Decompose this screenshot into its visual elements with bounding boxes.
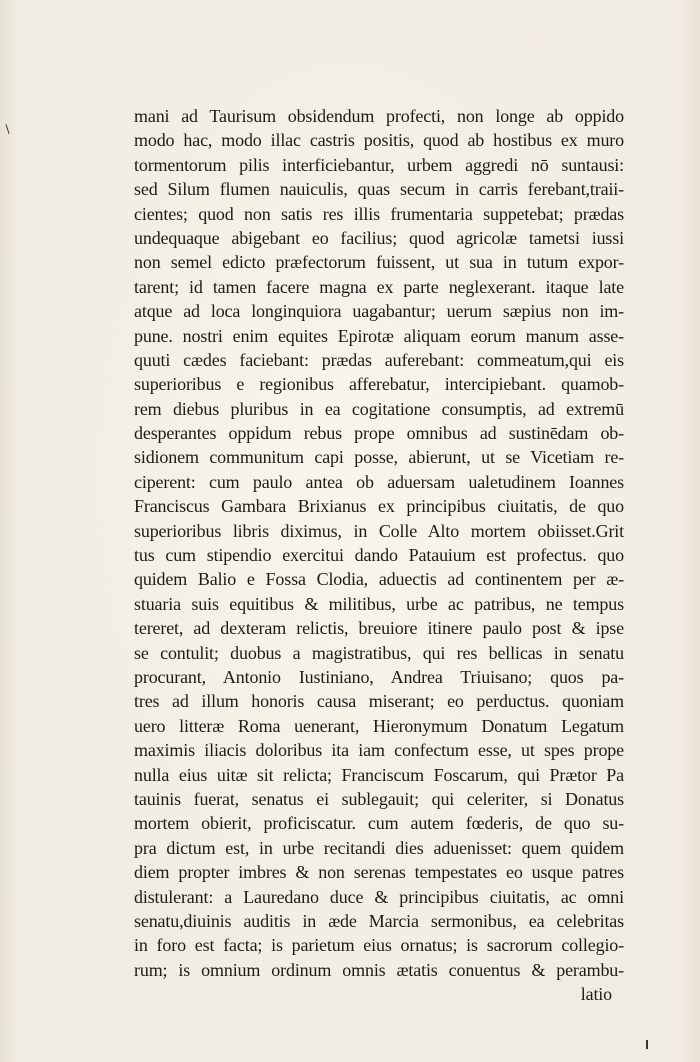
text-line: rem diebus pluribus in ea cogitatione consumptis, ad extremū bbox=[134, 398, 624, 419]
text-line: cientes; quod non satis res illis frumentaria suppetebat; prædas bbox=[134, 203, 624, 224]
text-line: Franciscus Gambara Brixianus ex principibus ciuitatis, de quo bbox=[134, 496, 624, 517]
text-line: tereret, ad dexteram relictis, breuiore itinere paulo post & ipse bbox=[134, 618, 624, 639]
text-line: diem propter imbres & non serenas tempestates eo usque patres bbox=[134, 862, 624, 883]
text-line: tauinis fuerat, senatus ei sublegauit; qui celeriter, si Donatus bbox=[134, 788, 624, 809]
text-line: senatu,diuinis auditis in æde Marcia sermonibus, ea celebritas bbox=[134, 910, 624, 931]
text-line: ciperent: cum paulo antea ob aduersam ualetudinem Ioannes bbox=[134, 471, 624, 492]
text-line: maximis iliacis doloribus ita iam confectum esse, ut spes prope bbox=[134, 740, 624, 761]
text-line: superioribus e regionibus afferebatur, intercipiebant. quamob- bbox=[134, 374, 624, 395]
margin-mark bbox=[5, 124, 9, 134]
text-line: stuaria suis equitibus & militibus, urbe ac patribus, ne tempus bbox=[134, 593, 624, 614]
text-line: tormentorum pilis interficiebantur, urbem aggredi nō suntausi: bbox=[134, 154, 624, 175]
margin-mark bbox=[646, 1040, 648, 1049]
text-line: rum; is omnium ordinum omnis ætatis conuentus & perambu- bbox=[134, 959, 624, 980]
text-line: desperantes oppidum rebus prope omnibus ad sustinēdam ob- bbox=[134, 423, 624, 444]
text-line: mortem obierit, proficiscatur. cum autem fœderis, de quo su- bbox=[134, 813, 624, 834]
catchword: latio bbox=[580, 984, 612, 1005]
text-line: tres ad illum honoris causa miserant; eo perductus. quoniam bbox=[134, 691, 624, 712]
text-line: nulla eius uitæ sit relicta; Franciscum Foscarum, qui Prætor Pa bbox=[134, 764, 624, 785]
text-line: superioribus libris diximus, in Colle Alto mortem obiisset.Grit bbox=[134, 520, 624, 541]
text-line: in foro est facta; is parietum eius ornatus; is sacrorum collegio- bbox=[134, 935, 624, 956]
text-line: pune. nostri enim equites Epirotæ aliquam eorum manum asse- bbox=[134, 325, 624, 346]
text-line: sed Silum flumen nauiculis, quas secum in carris ferebant,traii- bbox=[134, 179, 624, 200]
text-block bbox=[134, 104, 624, 1006]
text-line: tus cum stipendio exercitui dando Patauium est profectus. quo bbox=[134, 545, 624, 566]
text-line: mani ad Taurisum obsidendum profecti, non longe ab oppido bbox=[134, 106, 624, 126]
text-line: modo hac, modo illac castris positis, quod ab hostibus ex muro bbox=[134, 130, 624, 151]
text-line: undequaque abigebant eo facilius; quod agricolæ tametsi iussi bbox=[134, 227, 624, 248]
text-line: distulerant: a Lauredano duce & principibus ciuitatis, ac omni bbox=[134, 886, 624, 907]
text-line: tarent; id tamen facere magna ex parte neglexerant. itaque late bbox=[134, 276, 624, 297]
text-line: uero litteræ Roma uenerant, Hieronymum Donatum Legatum bbox=[134, 715, 624, 736]
text-line: quidem Balio e Fossa Clodia, aduectis ad continentem per æ- bbox=[134, 569, 624, 590]
text-line: non semel edicto præfectorum fuissent, ut sua in tutum expor- bbox=[134, 252, 624, 273]
text-line: pra dictum est, in urbe recitandi dies aduenisset: quem quidem bbox=[134, 837, 624, 858]
text-line: quuti cædes faciebant: prædas auferebant: commeatum,qui eis bbox=[134, 349, 624, 370]
text-line: sidionem communitum capi posse, abierunt, ut se Vicetiam re- bbox=[134, 447, 624, 468]
text-line: atque ad loca longinquiora uagabantur; uerum sæpius non im- bbox=[134, 301, 624, 322]
text-line: se contulit; duobus a magistratibus, qui res bellicas in senatu bbox=[134, 642, 624, 663]
text-line: procurant, Antonio Iustiniano, Andrea Triuisano; quos pa- bbox=[134, 666, 624, 687]
